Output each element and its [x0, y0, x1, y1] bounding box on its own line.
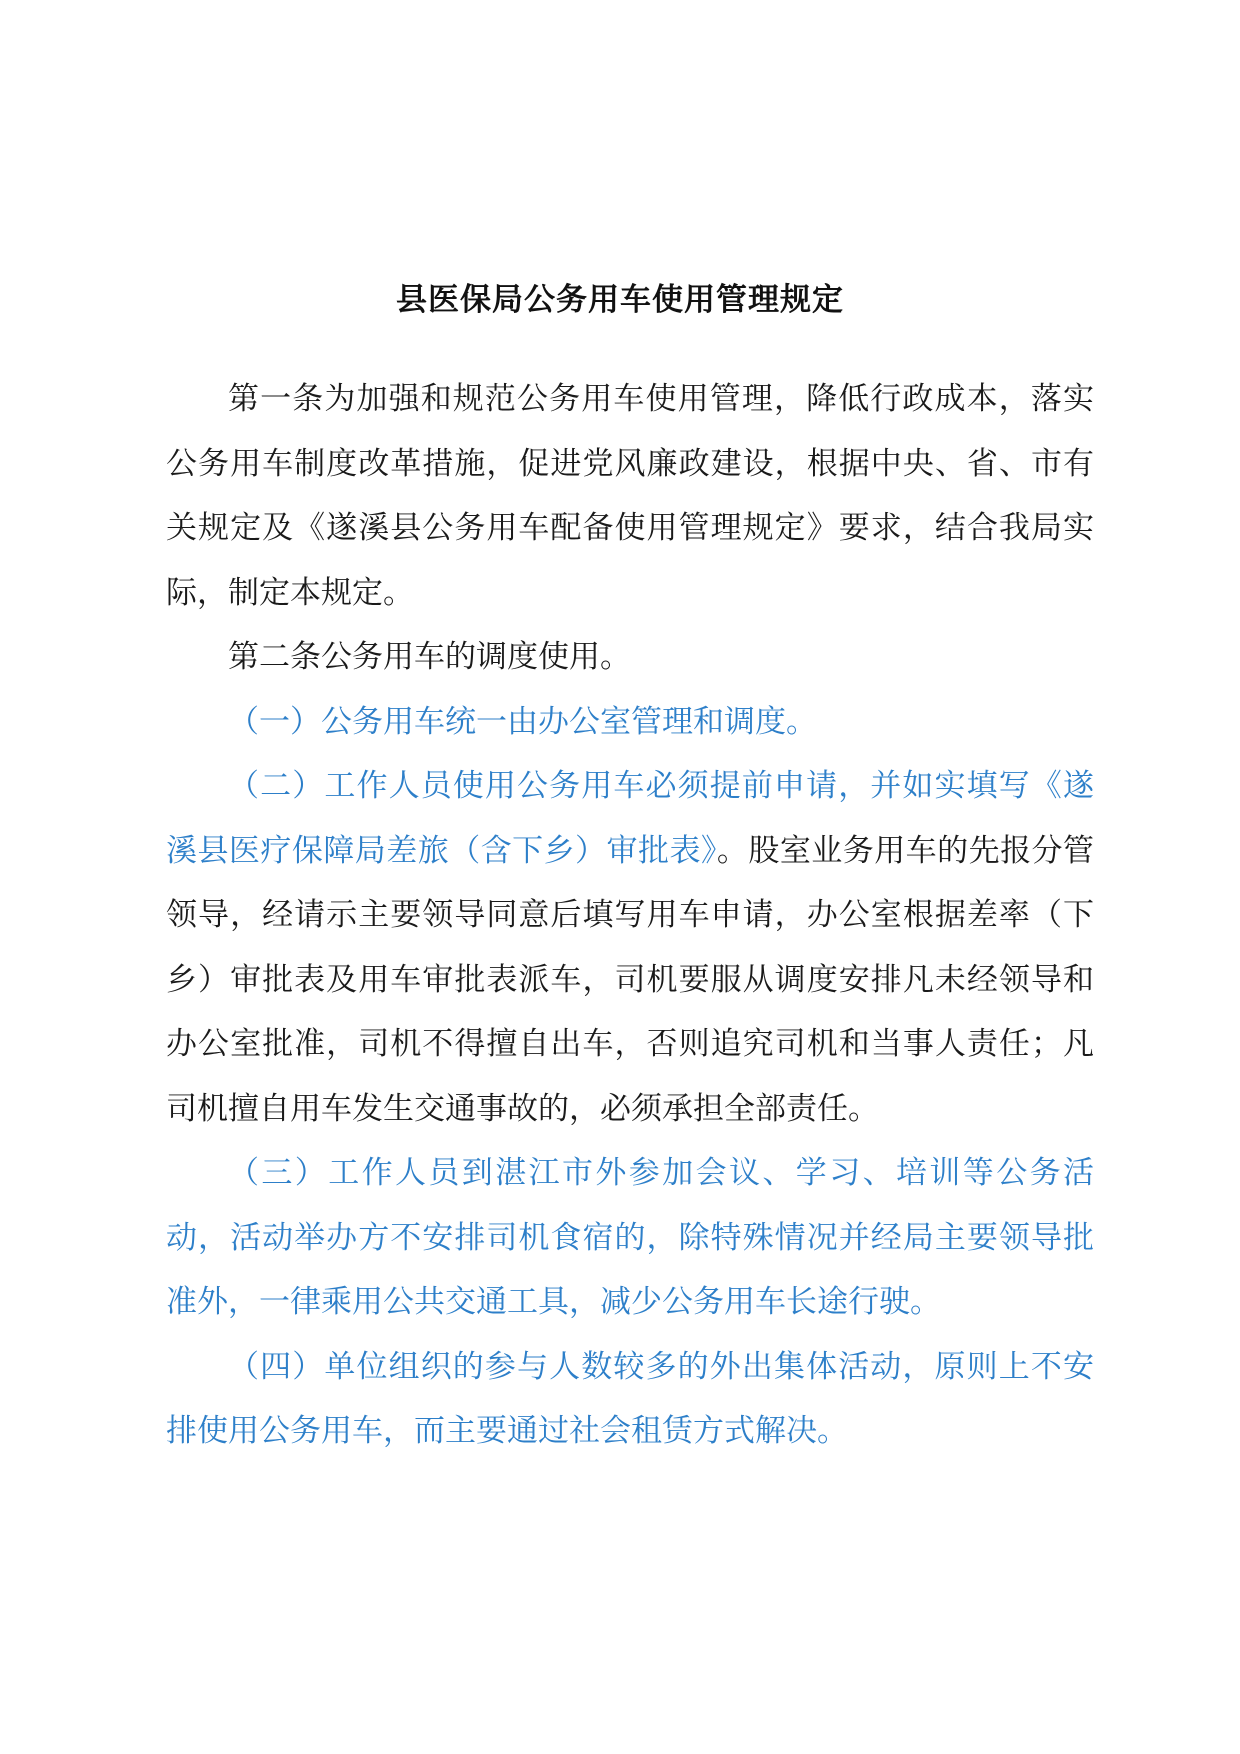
clause-3-paragraph: （三）工作人员到湛江市外参加会议、学习、培训等公务活动，活动举办方不安排司机食宿的，除特殊情况并经局主要领导批准外，一律乘用公共交通工具，减少公务用车长途行驶。: [166, 1155, 1094, 1320]
clause-2-paragraph: [166, 754, 1094, 1141]
clause-4-paragraph: （四）单位组织的参与人数较多的外出集体活动，原则上不安排使用公务用车，而主要通过社会租赁方式解决。: [166, 1348, 1094, 1449]
clause-1-paragraph: （一）公务用车统一由办公室管理和调度。: [228, 703, 817, 740]
clause-2-plain-text: 。股室业务用车的先报分管领导，经请示主要领导同意后填写用车申请，办公室根据差率（下乡）审批表及用车审批表派车，司机要服从调度安排凡未经领导和办公室批准，司机不得擅自出车，否则追究司机和当事人责任；凡司机擅自用车发生交通事故的，必须承担全部责任。: [166, 832, 1095, 1127]
document-body: [166, 367, 1094, 1464]
document-title: 县医保局公务用车使用管理规定: [396, 282, 844, 318]
article-1-paragraph: 第一条为加强和规范公务用车使用管理，降低行政成本，落实公务用车制度改革措施，促进党风廉政建设，根据中央、省、市有关规定及《遂溪县公务用车配备使用管理规定》要求，结合我局实际，制定本规定。: [166, 381, 1094, 611]
clause-2-highlighted-text: （二）工作人员使用公务用车必须提前申请，并如实填写《遂溪县医疗保障局差旅（含下乡）审批表》: [166, 768, 1094, 869]
article-2-heading: 第二条公务用车的调度使用。: [228, 639, 631, 675]
